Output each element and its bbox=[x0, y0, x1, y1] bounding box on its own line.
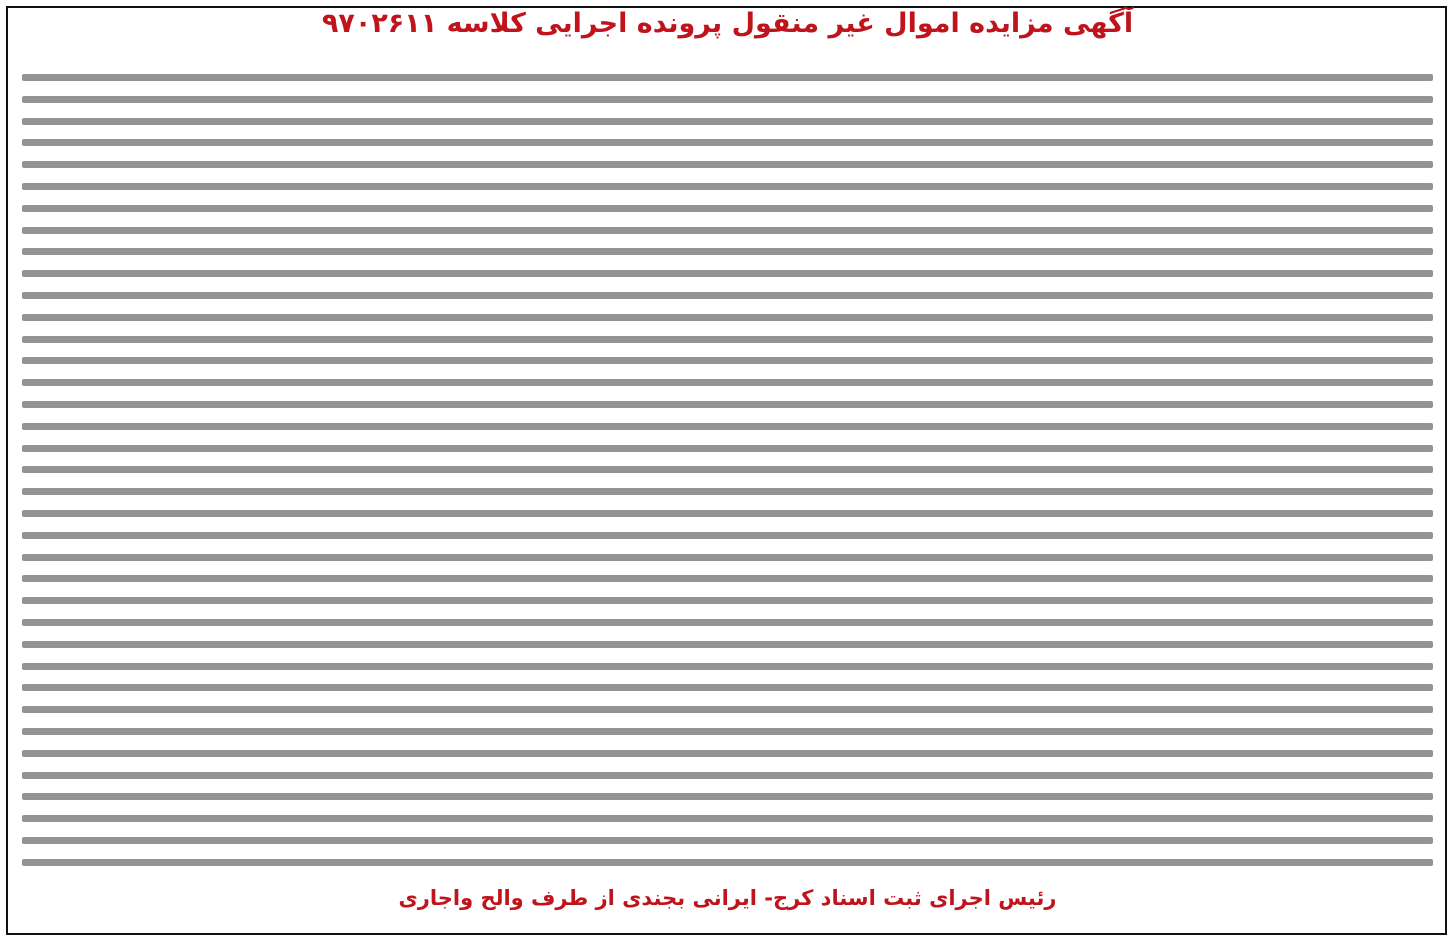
body-text-line bbox=[22, 575, 1433, 582]
body-text-line bbox=[22, 837, 1433, 844]
body-text-line bbox=[22, 445, 1433, 452]
body-text-line bbox=[22, 118, 1433, 125]
body-text-line bbox=[22, 532, 1433, 539]
body-text-line bbox=[22, 292, 1433, 299]
notice-signature: رئیس اجرای ثبت اسناد کرج- ایرانی بجندی از طرف والح واجاری bbox=[398, 886, 1057, 910]
body-text-line bbox=[22, 619, 1433, 626]
notice-title: آگهی مزایده اموال غیر منقول پرونده اجرایی کلاسه ۹۷۰۲۶۱۱ bbox=[321, 8, 1134, 39]
body-text-line bbox=[22, 772, 1433, 779]
body-text-line bbox=[22, 336, 1433, 343]
body-text-line bbox=[22, 663, 1433, 670]
body-text-line bbox=[22, 728, 1433, 735]
body-text-line bbox=[22, 161, 1433, 168]
body-text-line bbox=[22, 248, 1433, 255]
body-text-line bbox=[22, 96, 1433, 103]
body-text-line bbox=[22, 466, 1433, 473]
body-text-line bbox=[22, 554, 1433, 561]
body-text-line bbox=[22, 227, 1433, 234]
body-text-line bbox=[22, 401, 1433, 408]
body-text-line bbox=[22, 859, 1433, 866]
body-text-line bbox=[22, 270, 1433, 277]
body-text-line bbox=[22, 205, 1433, 212]
body-text-line bbox=[22, 793, 1433, 800]
body-text-line bbox=[22, 510, 1433, 517]
body-text-line bbox=[22, 684, 1433, 691]
body-text-line bbox=[22, 641, 1433, 648]
body-text-line bbox=[22, 423, 1433, 430]
body-text-line bbox=[22, 488, 1433, 495]
body-text-line bbox=[22, 314, 1433, 321]
body-text-line bbox=[22, 183, 1433, 190]
notice-body bbox=[22, 66, 1433, 886]
body-text-line bbox=[22, 815, 1433, 822]
body-text-line bbox=[22, 750, 1433, 757]
body-text-line bbox=[22, 357, 1433, 364]
body-text-line bbox=[22, 139, 1433, 146]
body-text-line bbox=[22, 706, 1433, 713]
body-text-line bbox=[22, 597, 1433, 604]
body-text-line bbox=[22, 379, 1433, 386]
body-text-line bbox=[22, 74, 1433, 81]
